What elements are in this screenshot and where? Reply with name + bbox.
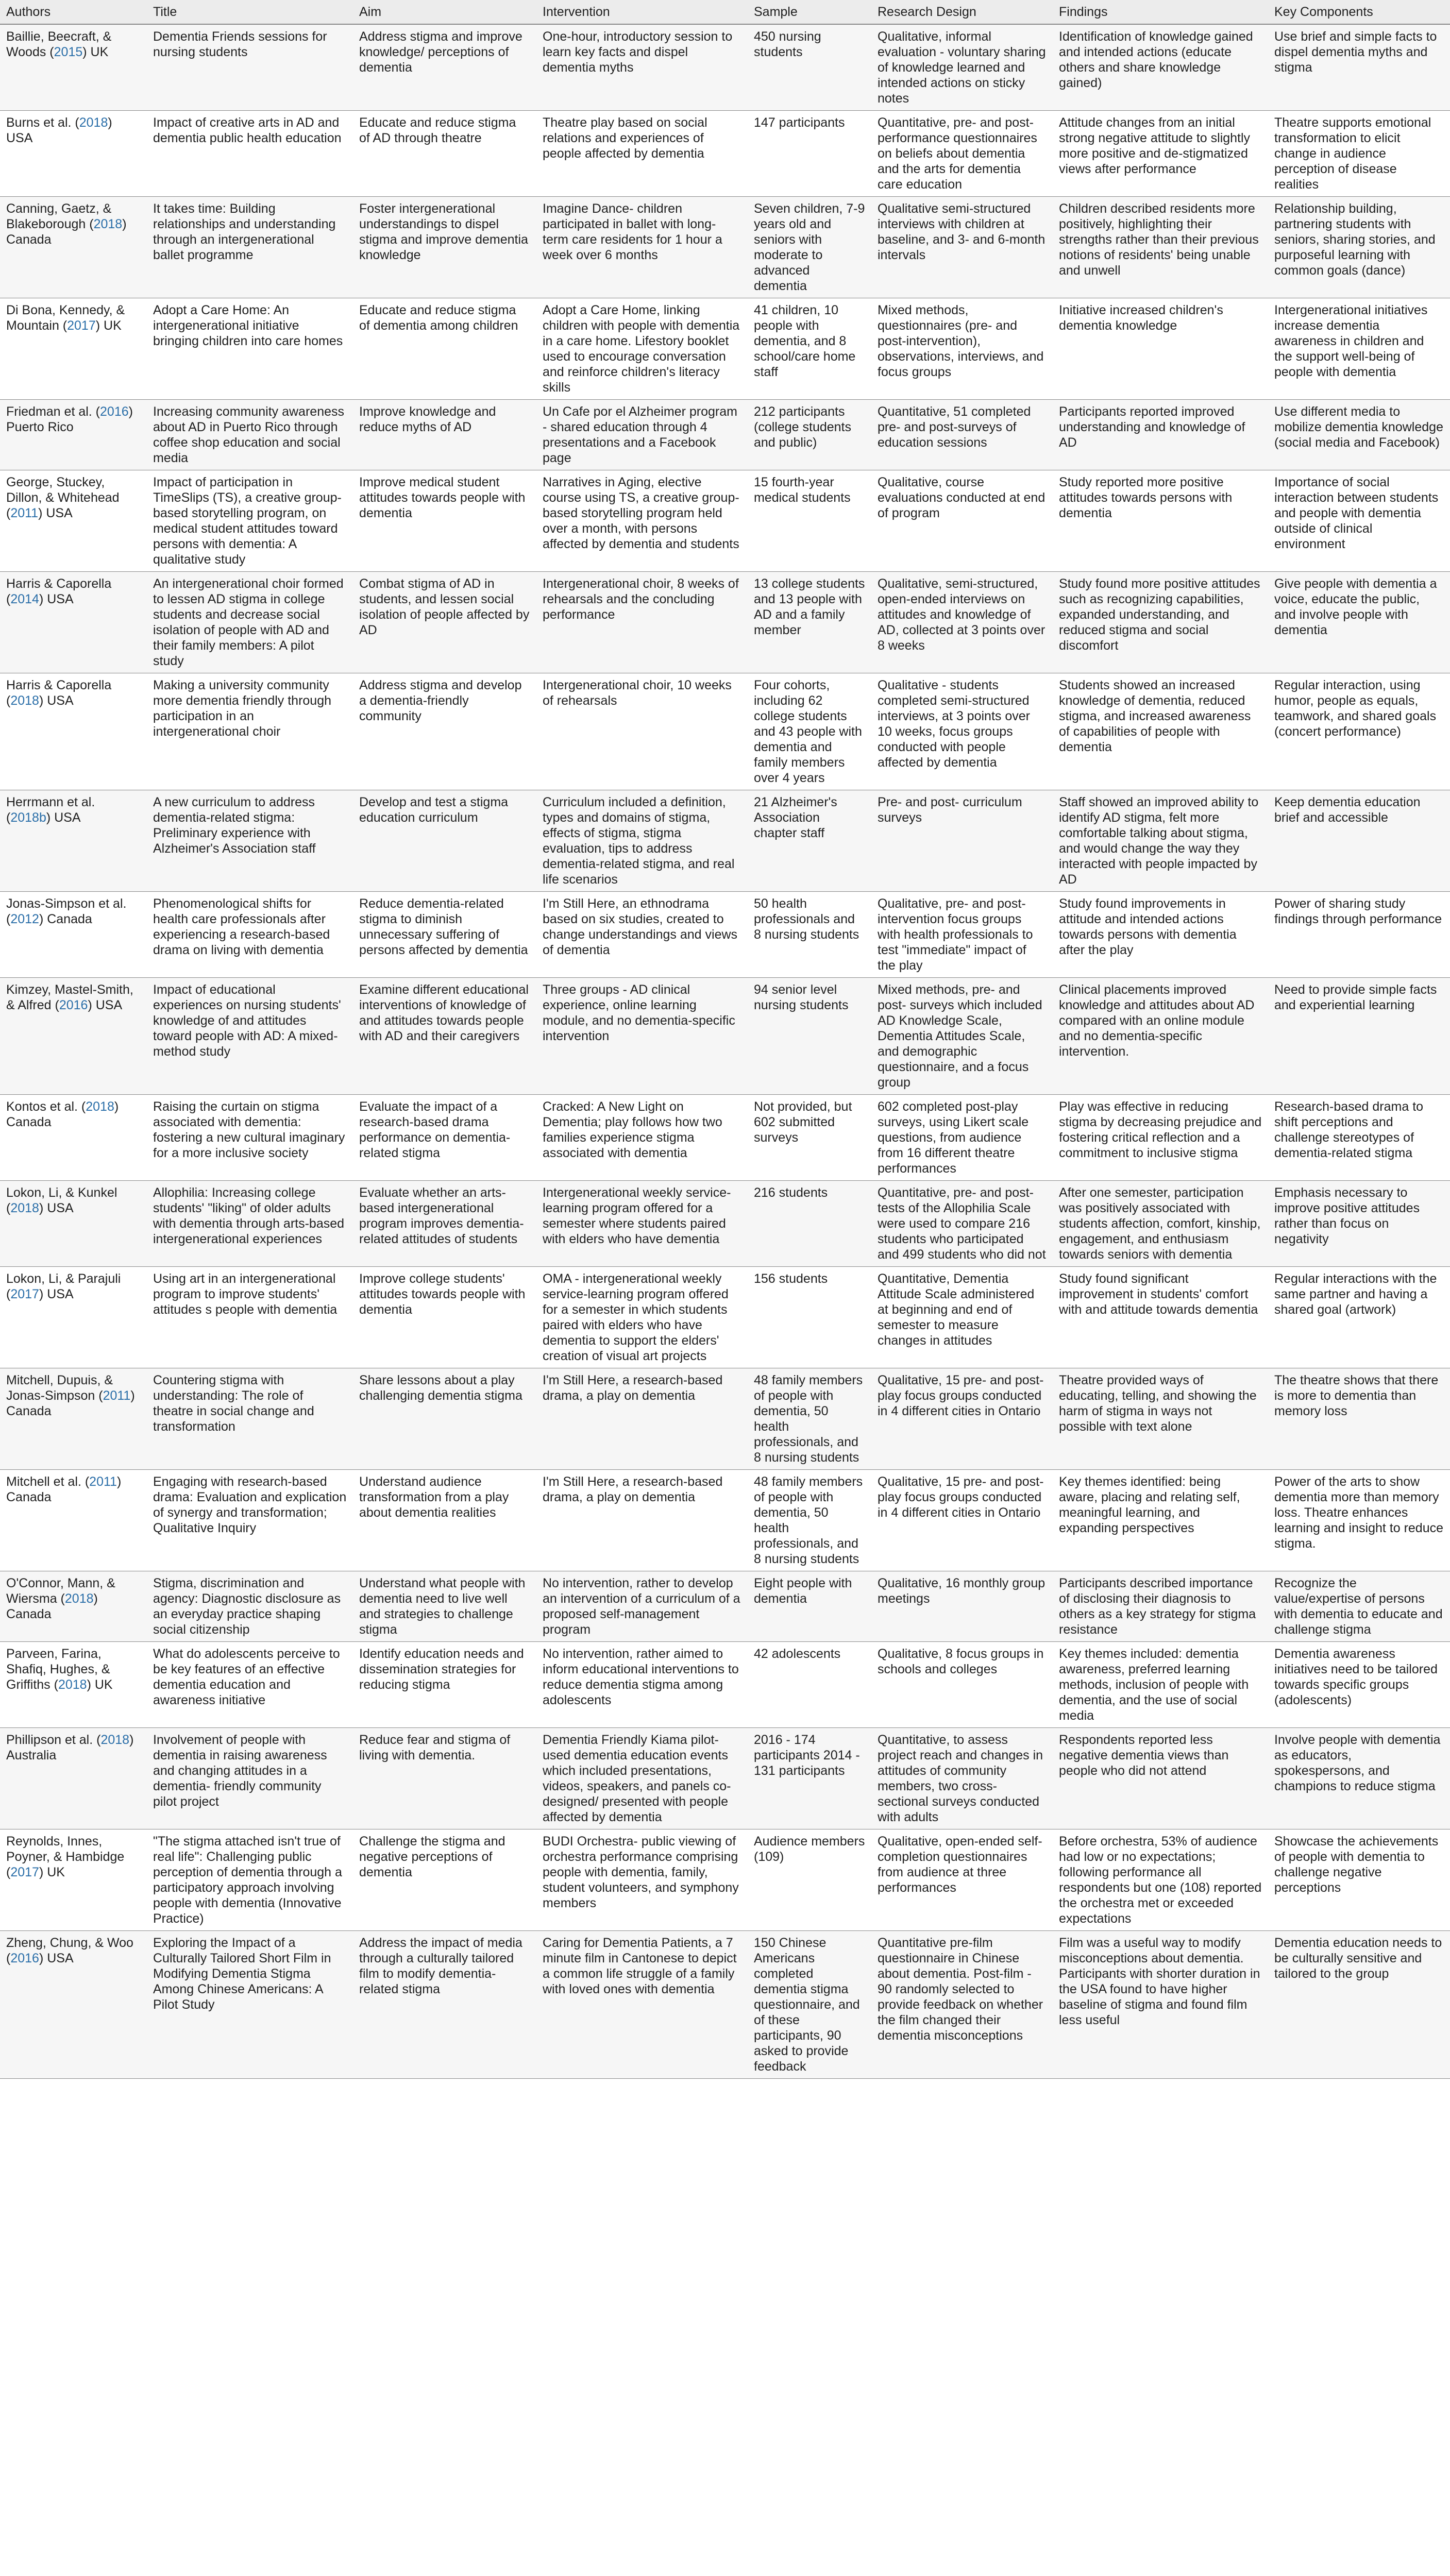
research-design-cell: Quantitative, 51 completed pre- and post-surveys of education sessions xyxy=(871,400,1053,470)
intervention-cell: Narratives in Aging, elective course using TS, a creative group-based storytelling program held over a month, with persons affected by dementia and students xyxy=(536,470,748,572)
findings-cell: Initiative increased children's dementia knowledge xyxy=(1053,298,1268,400)
intervention-cell: Un Cafe por el Alzheimer program - shared education through 4 presentations and a Facebook page xyxy=(536,400,748,470)
authors-cell xyxy=(0,790,147,892)
authors-text: Mitchell, Dupuis, & Jonas-Simpson ( xyxy=(6,1373,113,1403)
table-row xyxy=(0,111,1450,197)
intervention-cell: Caring for Dementia Patients, a 7 minute film in Cantonese to depict a common life struggle of a family with loved ones with dementia xyxy=(536,1931,748,2079)
research-design-cell: Quantitative, to assess project reach and changes in attitudes of community members, two cross-sectional surveys conducted with adults xyxy=(871,1728,1053,1829)
header-research-design: Research Design xyxy=(871,0,1053,24)
year-citation-link[interactable]: 2018b xyxy=(10,810,46,825)
key-components-cell: Intergenerational initiatives increase dementia awareness in children and the support well-being of people with dementia xyxy=(1268,298,1450,400)
authors-text: Baillie, Beecraft, & Woods ( xyxy=(6,29,112,59)
research-design-cell: Qualitative, pre- and post-intervention focus groups with health professionals to test "immediate" impact of the play xyxy=(871,892,1053,978)
key-components-cell: Recognize the value/expertise of persons with dementia to educate and challenge stigma xyxy=(1268,1571,1450,1642)
key-components-cell: Need to provide simple facts and experiential learning xyxy=(1268,978,1450,1095)
findings-cell: Identification of knowledge gained and intended actions (educate others and share knowledge gained) xyxy=(1053,24,1268,111)
authors-location: ) UK xyxy=(87,1677,113,1692)
table-row xyxy=(0,1267,1450,1368)
findings-cell: Children described residents more positively, highlighting their strengths rather than their previous notions of residents' being unable and unwell xyxy=(1053,197,1268,298)
aim-cell: Identify education needs and dissemination strategies for reducing stigma xyxy=(353,1642,536,1728)
intervention-cell: Theatre play based on social relations and experiences of people affected by dementia xyxy=(536,111,748,197)
title-cell: Involvement of people with dementia in raising awareness and changing attitudes in a dementia- friendly community pilot project xyxy=(147,1728,353,1829)
authors-text: Friedman et al. ( xyxy=(6,404,100,419)
intervention-cell: BUDI Orchestra- public viewing of orchestra performance comprising people with dementia, family, student volunteers, and symphony members xyxy=(536,1829,748,1931)
year-citation-link[interactable]: 2018 xyxy=(64,1591,94,1606)
authors-cell xyxy=(0,1642,147,1728)
year-citation-link[interactable]: 2018 xyxy=(10,1201,39,1215)
title-cell: Impact of participation in TimeSlips (TS), a creative group-based storytelling program, on medical student attitudes toward persons with dementia: A qualitative study xyxy=(147,470,353,572)
header-aim: Aim xyxy=(353,0,536,24)
aim-cell: Evaluate whether an arts-based intergenerational program improves dementia-related attitudes of students xyxy=(353,1181,536,1267)
intervention-cell: OMA - intergenerational weekly service-learning program offered for a semester in which students paired with elders who have dementia to support the elders' creation of visual art projects xyxy=(536,1267,748,1368)
year-citation-link[interactable]: 2018 xyxy=(10,693,39,708)
title-cell: Dementia Friends sessions for nursing students xyxy=(147,24,353,111)
authors-cell xyxy=(0,298,147,400)
authors-text: Parveen, Farina, Shafiq, Hughes, & Griffiths ( xyxy=(6,1647,110,1692)
title-cell: A new curriculum to address dementia-related stigma: Preliminary experience with Alzheimer's Association staff xyxy=(147,790,353,892)
year-citation-link[interactable]: 2018 xyxy=(79,115,108,130)
intervention-cell: Intergenerational choir, 10 weeks of rehearsals xyxy=(536,673,748,790)
authors-cell xyxy=(0,1829,147,1931)
intervention-cell: Cracked: A New Light on Dementia; play follows how two families experience stigma associated with dementia xyxy=(536,1095,748,1181)
sample-cell: 216 students xyxy=(748,1181,871,1267)
authors-location: ) Puerto Rico xyxy=(6,404,133,434)
authors-text: Canning, Gaetz, & Blakeborough ( xyxy=(6,201,112,231)
authors-cell xyxy=(0,1728,147,1829)
title-cell: It takes time: Building relationships and understanding through an intergenerational ballet programme xyxy=(147,197,353,298)
year-citation-link[interactable]: 2011 xyxy=(103,1388,131,1403)
aim-cell: Understand audience transformation from a play about dementia realities xyxy=(353,1470,536,1571)
aim-cell: Examine different educational interventions of knowledge of and attitudes towards people with AD and their caregivers xyxy=(353,978,536,1095)
authors-location: ) USA xyxy=(88,998,123,1012)
header-key-components: Key Components xyxy=(1268,0,1450,24)
title-cell: Impact of educational experiences on nursing students' knowledge of and attitudes toward people with AD: A mixed-method study xyxy=(147,978,353,1095)
findings-cell: Study found more positive attitudes such as recognizing capabilities, expanded understanding, and reduced stigma and social discomfort xyxy=(1053,572,1268,673)
year-citation-link[interactable]: 2016 xyxy=(100,404,129,419)
sample-cell: 15 fourth-year medical students xyxy=(748,470,871,572)
key-components-cell: Use different media to mobilize dementia knowledge (social media and Facebook) xyxy=(1268,400,1450,470)
title-cell: Making a university community more dementia friendly through participation in an intergenerational choir xyxy=(147,673,353,790)
key-components-cell: Give people with dementia a voice, educate the public, and involve people with dementia xyxy=(1268,572,1450,673)
authors-location: ) Canada xyxy=(6,1388,135,1418)
authors-cell xyxy=(0,1095,147,1181)
authors-cell xyxy=(0,24,147,111)
authors-cell xyxy=(0,1181,147,1267)
table-row xyxy=(0,1368,1450,1470)
key-components-cell: Theatre supports emotional transformation to elicit change in audience perception of disease realities xyxy=(1268,111,1450,197)
authors-text: Jonas-Simpson et al.( xyxy=(6,896,127,926)
year-citation-link[interactable]: 2017 xyxy=(10,1287,39,1301)
research-design-cell: Quantitative, pre- and post-tests of the Allophilia Scale were used to compare 216 students who participated and 499 students who did not xyxy=(871,1181,1053,1267)
table-row xyxy=(0,298,1450,400)
key-components-cell: Importance of social interaction between students and people with dementia outside of clinical environment xyxy=(1268,470,1450,572)
research-design-cell: Qualitative, open-ended self-completion questionnaires from audience at three performances xyxy=(871,1829,1053,1931)
header-sample: Sample xyxy=(748,0,871,24)
key-components-cell: Keep dementia education brief and accessible xyxy=(1268,790,1450,892)
findings-cell: Attitude changes from an initial strong negative attitude to slightly more positive and de-stigmatized views after performance xyxy=(1053,111,1268,197)
table-row xyxy=(0,1181,1450,1267)
sample-cell: 13 college students and 13 people with AD and a family member xyxy=(748,572,871,673)
intervention-cell: Three groups - AD clinical experience, online learning module, and no dementia-specific intervention xyxy=(536,978,748,1095)
authors-location: ) Canada xyxy=(6,1475,122,1504)
research-design-cell: Quantitative pre-film questionnaire in Chinese about dementia. Post-film - 90 randomly selected to provide feedback on whether the film changed their dementia misconceptions xyxy=(871,1931,1053,2079)
sample-cell: 156 students xyxy=(748,1267,871,1368)
year-citation-link[interactable]: 2018 xyxy=(93,217,123,231)
title-cell: What do adolescents perceive to be key features of an effective dementia education and awareness initiative xyxy=(147,1642,353,1728)
sample-cell: Seven children, 7-9 years old and seniors with moderate to advanced dementia xyxy=(748,197,871,298)
table-row xyxy=(0,1095,1450,1181)
aim-cell: Foster intergenerational understandings to dispel stigma and improve dementia knowledge xyxy=(353,197,536,298)
authors-cell xyxy=(0,1470,147,1571)
findings-cell: Staff showed an improved ability to identify AD stigma, felt more comfortable talking about stigma, and would change the way they interacted with people impacted by AD xyxy=(1053,790,1268,892)
research-design-cell: Mixed methods, questionnaires (pre- and post-intervention), observations, interviews, and focus groups xyxy=(871,298,1053,400)
key-components-cell: Power of sharing study findings through performance xyxy=(1268,892,1450,978)
authors-location: ) USA xyxy=(38,506,73,520)
authors-location: ) USA xyxy=(46,810,81,825)
findings-cell: Before orchestra, 53% of audience had low or no expectations; following performance all respondents but one (108) reported the orchestra met or exceeded expectations xyxy=(1053,1829,1268,1931)
authors-text: Burns et al. ( xyxy=(6,115,79,130)
research-design-cell: Pre- and post- curriculum surveys xyxy=(871,790,1053,892)
table-body xyxy=(0,24,1450,2079)
title-cell: An intergenerational choir formed to lessen AD stigma in college students and decrease social isolation of people with AD and their family members: A pilot study xyxy=(147,572,353,673)
authors-text: Harris & Caporella ( xyxy=(6,577,112,606)
authors-location: ) Canada xyxy=(39,912,92,926)
year-citation-link[interactable]: 2018 xyxy=(100,1733,130,1747)
sample-cell: 21 Alzheimer's Association chapter staff xyxy=(748,790,871,892)
findings-cell: Participants reported improved understanding and knowledge of AD xyxy=(1053,400,1268,470)
intervention-cell: One-hour, introductory session to learn key facts and dispel dementia myths xyxy=(536,24,748,111)
authors-text: Kimzey, Mastel-Smith, & Alfred ( xyxy=(6,982,133,1012)
sample-cell: Not provided, but 602 submitted surveys xyxy=(748,1095,871,1181)
authors-text: Reynolds, Innes, Poyner, & Hambidge ( xyxy=(6,1834,125,1879)
authors-text: Zheng, Chung, & Woo ( xyxy=(6,1936,133,1965)
authors-location: ) USA xyxy=(39,1201,74,1215)
table-header xyxy=(0,0,1450,24)
key-components-cell: Research-based drama to shift perceptions and challenge stereotypes of dementia-related stigma xyxy=(1268,1095,1450,1181)
table-row xyxy=(0,1642,1450,1728)
aim-cell: Improve knowledge and reduce myths of AD xyxy=(353,400,536,470)
authors-text: O'Connor, Mann, & Wiersma ( xyxy=(6,1576,115,1606)
title-cell: Using art in an intergenerational program to improve students' attitudes s people with dementia xyxy=(147,1267,353,1368)
year-citation-link[interactable]: 2017 xyxy=(10,1865,39,1879)
table-row xyxy=(0,978,1450,1095)
title-cell: Exploring the Impact of a Culturally Tailored Short Film in Modifying Dementia Stigma Among Chinese Americans: A Pilot Study xyxy=(147,1931,353,2079)
authors-cell xyxy=(0,572,147,673)
key-components-cell: Showcase the achievements of people with dementia to challenge negative perceptions xyxy=(1268,1829,1450,1931)
findings-cell: Key themes included: dementia awareness, preferred learning methods, inclusion of people with dementia, and the use of social media xyxy=(1053,1642,1268,1728)
intervention-cell: I'm Still Here, a research-based drama, a play on dementia xyxy=(536,1368,748,1470)
title-cell: Increasing community awareness about AD in Puerto Rico through coffee shop education and social media xyxy=(147,400,353,470)
intervention-cell: Intergenerational weekly service-learning program offered for a semester where students paired with elders who have dementia xyxy=(536,1181,748,1267)
research-design-cell: Qualitative, course evaluations conducted at end of program xyxy=(871,470,1053,572)
header-authors: Authors xyxy=(0,0,147,24)
title-cell: Allophilia: Increasing college students' "liking" of older adults with dementia through arts-based intergenerational experiences xyxy=(147,1181,353,1267)
authors-text: George, Stuckey, Dillon, & Whitehead ( xyxy=(6,475,120,520)
aim-cell: Educate and reduce stigma of dementia among children xyxy=(353,298,536,400)
sample-cell: 50 health professionals and 8 nursing students xyxy=(748,892,871,978)
table-row xyxy=(0,572,1450,673)
table-row xyxy=(0,470,1450,572)
key-components-cell: Regular interaction, using humor, people as equals, teamwork, and shared goals (concert performance) xyxy=(1268,673,1450,790)
key-components-cell: Emphasis necessary to improve positive attitudes rather than focus on negativity xyxy=(1268,1181,1450,1267)
intervention-cell: Curriculum included a definition, types and domains of stigma, effects of stigma, stigma evaluation, tips to address dementia-related stigma, and real life scenarios xyxy=(536,790,748,892)
table-row xyxy=(0,1829,1450,1931)
sample-cell: 48 family members of people with dementia, 50 health professionals, and 8 nursing students xyxy=(748,1470,871,1571)
title-cell: Adopt a Care Home: An intergenerational initiative bringing children into care homes xyxy=(147,298,353,400)
aim-cell: Educate and reduce stigma of AD through theatre xyxy=(353,111,536,197)
key-components-cell: Regular interactions with the same partner and having a shared goal (artwork) xyxy=(1268,1267,1450,1368)
authors-cell xyxy=(0,1931,147,2079)
sample-cell: 212 participants (college students and public) xyxy=(748,400,871,470)
sample-cell: 48 family members of people with dementia, 50 health professionals, and 8 nursing students xyxy=(748,1368,871,1470)
authors-text: Herrmann et al. ( xyxy=(6,795,95,825)
intervention-cell: Dementia Friendly Kiama pilot- used dementia education events which included presentations, videos, speakers, and panels co-designed/ presented with people affected by dementia xyxy=(536,1728,748,1829)
key-components-cell: Use brief and simple facts to dispel dementia myths and stigma xyxy=(1268,24,1450,111)
sample-cell: 41 children, 10 people with dementia, and 8 school/care home staff xyxy=(748,298,871,400)
findings-cell: Theatre provided ways of educating, telling, and showing the harm of stigma in ways not possible with text alone xyxy=(1053,1368,1268,1470)
title-cell: Raising the curtain on stigma associated with dementia: fostering a new cultural imaginary for a more inclusive society xyxy=(147,1095,353,1181)
table-row xyxy=(0,892,1450,978)
key-components-cell: Power of the arts to show dementia more than memory loss. Theatre enhances learning and insight to reduce stigma. xyxy=(1268,1470,1450,1571)
table-row xyxy=(0,1728,1450,1829)
year-citation-link[interactable]: 2018 xyxy=(86,1099,114,1114)
findings-cell: Study found significant improvement in students' comfort with and attitude towards dementia xyxy=(1053,1267,1268,1368)
sample-cell: Four cohorts, including 62 college students and 43 people with dementia and family members over 4 years xyxy=(748,673,871,790)
research-design-cell: Qualitative, 15 pre- and post-play focus groups conducted in 4 different cities in Ontario xyxy=(871,1368,1053,1470)
title-cell: Engaging with research-based drama: Evaluation and explication of synergy and transformation; Qualitative Inquiry xyxy=(147,1470,353,1571)
aim-cell: Address stigma and develop a dementia-friendly community xyxy=(353,673,536,790)
table-row xyxy=(0,400,1450,470)
aim-cell: Develop and test a stigma education curriculum xyxy=(353,790,536,892)
research-design-cell: Qualitative, 16 monthly group meetings xyxy=(871,1571,1053,1642)
table-row xyxy=(0,197,1450,298)
research-design-cell: Qualitative, semi-structured, open-ended interviews on attitudes and knowledge of AD, collected at 3 points over 8 weeks xyxy=(871,572,1053,673)
year-citation-link[interactable]: 2011 xyxy=(10,506,39,520)
year-citation-link[interactable]: 2015 xyxy=(54,45,83,59)
sample-cell: Audience members (109) xyxy=(748,1829,871,1931)
research-design-cell: Qualitative semi-structured interviews with children at baseline, and 3- and 6-month intervals xyxy=(871,197,1053,298)
findings-cell: Play was effective in reducing stigma by decreasing prejudice and fostering critical reflection and a commitment to inclusive stigma xyxy=(1053,1095,1268,1181)
authors-cell xyxy=(0,197,147,298)
intervention-cell: No intervention, rather aimed to inform educational interventions to reduce dementia stigma among adolescents xyxy=(536,1642,748,1728)
authors-location: ) UK xyxy=(82,45,109,59)
intervention-cell: I'm Still Here, a research-based drama, a play on dementia xyxy=(536,1470,748,1571)
aim-cell: Share lessons about a play challenging dementia stigma xyxy=(353,1368,536,1470)
sample-cell: Eight people with dementia xyxy=(748,1571,871,1642)
table-row xyxy=(0,24,1450,111)
research-design-cell: Qualitative, 15 pre- and post-play focus groups conducted in 4 different cities in Ontario xyxy=(871,1470,1053,1571)
authors-text: Lokon, Li, & Kunkel ( xyxy=(6,1185,117,1215)
table-row xyxy=(0,1571,1450,1642)
authors-cell xyxy=(0,111,147,197)
authors-location: ) Canada xyxy=(6,217,127,247)
year-citation-link[interactable]: 2016 xyxy=(59,998,88,1012)
header-intervention: Intervention xyxy=(536,0,748,24)
title-cell: Countering stigma with understanding: The role of theatre in social change and transformation xyxy=(147,1368,353,1470)
intervention-cell: Imagine Dance- children participated in ballet with long-term care residents for 1 hour a week over 6 months xyxy=(536,197,748,298)
authors-location: ) Australia xyxy=(6,1733,134,1762)
authors-text: Harris & Caporella ( xyxy=(6,678,112,708)
research-design-cell: Qualitative - students completed semi-structured interviews, at 3 points over 10 weeks, focus groups conducted with people affected by dementia xyxy=(871,673,1053,790)
intervention-cell: Intergenerational choir, 8 weeks of rehearsals and the concluding performance xyxy=(536,572,748,673)
table-row xyxy=(0,1470,1450,1571)
title-cell: "The stigma attached isn't true of real life": Challenging public perception of dementia through a participatory approach involving people with dementia (Innovative Practice) xyxy=(147,1829,353,1931)
year-citation-link[interactable]: 2012 xyxy=(10,912,39,926)
key-components-cell: Dementia awareness initiatives need to be tailored towards specific groups (adolescents) xyxy=(1268,1642,1450,1728)
findings-cell: Respondents reported less negative dementia views than people who did not attend xyxy=(1053,1728,1268,1829)
authors-cell xyxy=(0,400,147,470)
aim-cell: Improve medical student attitudes towards people with dementia xyxy=(353,470,536,572)
header-findings: Findings xyxy=(1053,0,1268,24)
intervention-cell: No intervention, rather to develop an intervention of a curriculum of a proposed self-management program xyxy=(536,1571,748,1642)
authors-location: ) USA xyxy=(39,1951,74,1965)
year-citation-link[interactable]: 2011 xyxy=(89,1475,117,1489)
header-row xyxy=(0,0,1450,24)
findings-cell: Clinical placements improved knowledge and attitudes about AD compared with an online module and no dementia-specific intervention. xyxy=(1053,978,1268,1095)
authors-location: ) UK xyxy=(39,1865,65,1879)
authors-text: Kontos et al. ( xyxy=(6,1099,86,1114)
year-citation-link[interactable]: 2017 xyxy=(67,318,96,333)
findings-cell: Students showed an increased knowledge of dementia, reduced stigma, and increased awareness of capabilities of people with dementia xyxy=(1053,673,1268,790)
authors-cell xyxy=(0,978,147,1095)
authors-cell xyxy=(0,1571,147,1642)
aim-cell: Address the impact of media through a culturally tailored film to modify dementia-related stigma xyxy=(353,1931,536,2079)
authors-cell xyxy=(0,892,147,978)
key-components-cell: The theatre shows that there is more to dementia than memory loss xyxy=(1268,1368,1450,1470)
authors-location: ) USA xyxy=(39,693,74,708)
findings-cell: Participants described importance of disclosing their diagnosis to others as a key strategy for stigma resistance xyxy=(1053,1571,1268,1642)
title-cell: Phenomenological shifts for health care professionals after experiencing a research-based drama on living with dementia xyxy=(147,892,353,978)
key-components-cell: Relationship building, partnering students with seniors, sharing stories, and purposeful learning with common goals (dance) xyxy=(1268,197,1450,298)
authors-location: ) Canada xyxy=(6,1591,98,1621)
sample-cell: 94 senior level nursing students xyxy=(748,978,871,1095)
sample-cell: 147 participants xyxy=(748,111,871,197)
intervention-cell: Adopt a Care Home, linking children with people with dementia in a care home. Lifestory booklet used to encourage conversation and reinforce children's literacy skills xyxy=(536,298,748,400)
authors-cell xyxy=(0,673,147,790)
year-citation-link[interactable]: 2016 xyxy=(10,1951,39,1965)
findings-cell: After one semester, participation was positively associated with students affection, comfort, kinship, engagement, and enthusiasm towards seniors with dementia xyxy=(1053,1181,1268,1267)
aim-cell: Understand what people with dementia need to live well and strategies to challenge stigma xyxy=(353,1571,536,1642)
table-row xyxy=(0,790,1450,892)
findings-cell: Film was a useful way to modify misconceptions about dementia. Participants with shorter duration in the USA found to have higher baseline of stigma and found film less useful xyxy=(1053,1931,1268,2079)
sample-cell: 42 adolescents xyxy=(748,1642,871,1728)
authors-location: ) USA xyxy=(39,592,74,606)
sample-cell: 150 Chinese Americans completed dementia stigma questionnaire, and of these participants, 90 asked to provide feedback xyxy=(748,1931,871,2079)
research-design-cell: Quantitative, pre- and post-performance questionnaires on beliefs about dementia and the arts for dementia care education xyxy=(871,111,1053,197)
authors-cell xyxy=(0,1368,147,1470)
sample-cell: 450 nursing students xyxy=(748,24,871,111)
table-row xyxy=(0,1931,1450,2079)
key-components-cell: Involve people with dementia as educators, spokespersons, and champions to reduce stigma xyxy=(1268,1728,1450,1829)
sample-cell: 2016 - 174 participants 2014 - 131 participants xyxy=(748,1728,871,1829)
intervention-cell: I'm Still Here, an ethnodrama based on six studies, created to change understandings and views of dementia xyxy=(536,892,748,978)
aim-cell: Reduce dementia-related stigma to diminish unnecessary suffering of persons affected by dementia xyxy=(353,892,536,978)
authors-location: ) USA xyxy=(39,1287,74,1301)
table-row xyxy=(0,673,1450,790)
research-design-cell: Qualitative, informal evaluation - voluntary sharing of knowledge learned and intended actions on sticky notes xyxy=(871,24,1053,111)
research-design-cell: 602 completed post-play surveys, using Likert scale questions, from audience from 16 different theatre performances xyxy=(871,1095,1053,1181)
authors-location: ) USA xyxy=(6,115,112,145)
authors-text: Di Bona, Kennedy, & Mountain ( xyxy=(6,303,125,333)
research-design-cell: Qualitative, 8 focus groups in schools and colleges xyxy=(871,1642,1053,1728)
title-cell: Impact of creative arts in AD and dementia public health education xyxy=(147,111,353,197)
research-design-cell: Mixed methods, pre- and post- surveys which included AD Knowledge Scale, Dementia Attitudes Scale, and demographic questionnaire, and a focus group xyxy=(871,978,1053,1095)
aim-cell: Combat stigma of AD in students, and lessen social isolation of people affected by AD xyxy=(353,572,536,673)
aim-cell: Evaluate the impact of a research-based drama performance on dementia-related stigma xyxy=(353,1095,536,1181)
header-title: Title xyxy=(147,0,353,24)
aim-cell: Improve college students' attitudes towards people with dementia xyxy=(353,1267,536,1368)
authors-text: Lokon, Li, & Parajuli ( xyxy=(6,1272,121,1301)
authors-cell xyxy=(0,470,147,572)
authors-text: Mitchell et al. ( xyxy=(6,1475,90,1489)
year-citation-link[interactable]: 2014 xyxy=(10,592,39,606)
aim-cell: Challenge the stigma and negative perceptions of dementia xyxy=(353,1829,536,1931)
aim-cell: Reduce fear and stigma of living with dementia. xyxy=(353,1728,536,1829)
authors-location: ) UK xyxy=(95,318,122,333)
authors-text: Phillipson et al. ( xyxy=(6,1733,101,1747)
aim-cell: Address stigma and improve knowledge/ perceptions of dementia xyxy=(353,24,536,111)
findings-cell: Key themes identified: being aware, placing and relating self, meaningful learning, and expanding perspectives xyxy=(1053,1470,1268,1571)
research-design-cell: Quantitative, Dementia Attitude Scale administered at beginning and end of semester to measure changes in attitudes xyxy=(871,1267,1053,1368)
findings-cell: Study found improvements in attitude and intended actions towards persons with dementia after the play xyxy=(1053,892,1268,978)
key-components-cell: Dementia education needs to be culturally sensitive and tailored to the group xyxy=(1268,1931,1450,2079)
authors-cell xyxy=(0,1267,147,1368)
year-citation-link[interactable]: 2018 xyxy=(58,1677,87,1692)
authors-location: ) Canada xyxy=(6,1099,119,1129)
findings-cell: Study reported more positive attitudes towards persons with dementia xyxy=(1053,470,1268,572)
title-cell: Stigma, discrimination and agency: Diagnostic disclosure as an everyday practice shaping social citizenship xyxy=(147,1571,353,1642)
